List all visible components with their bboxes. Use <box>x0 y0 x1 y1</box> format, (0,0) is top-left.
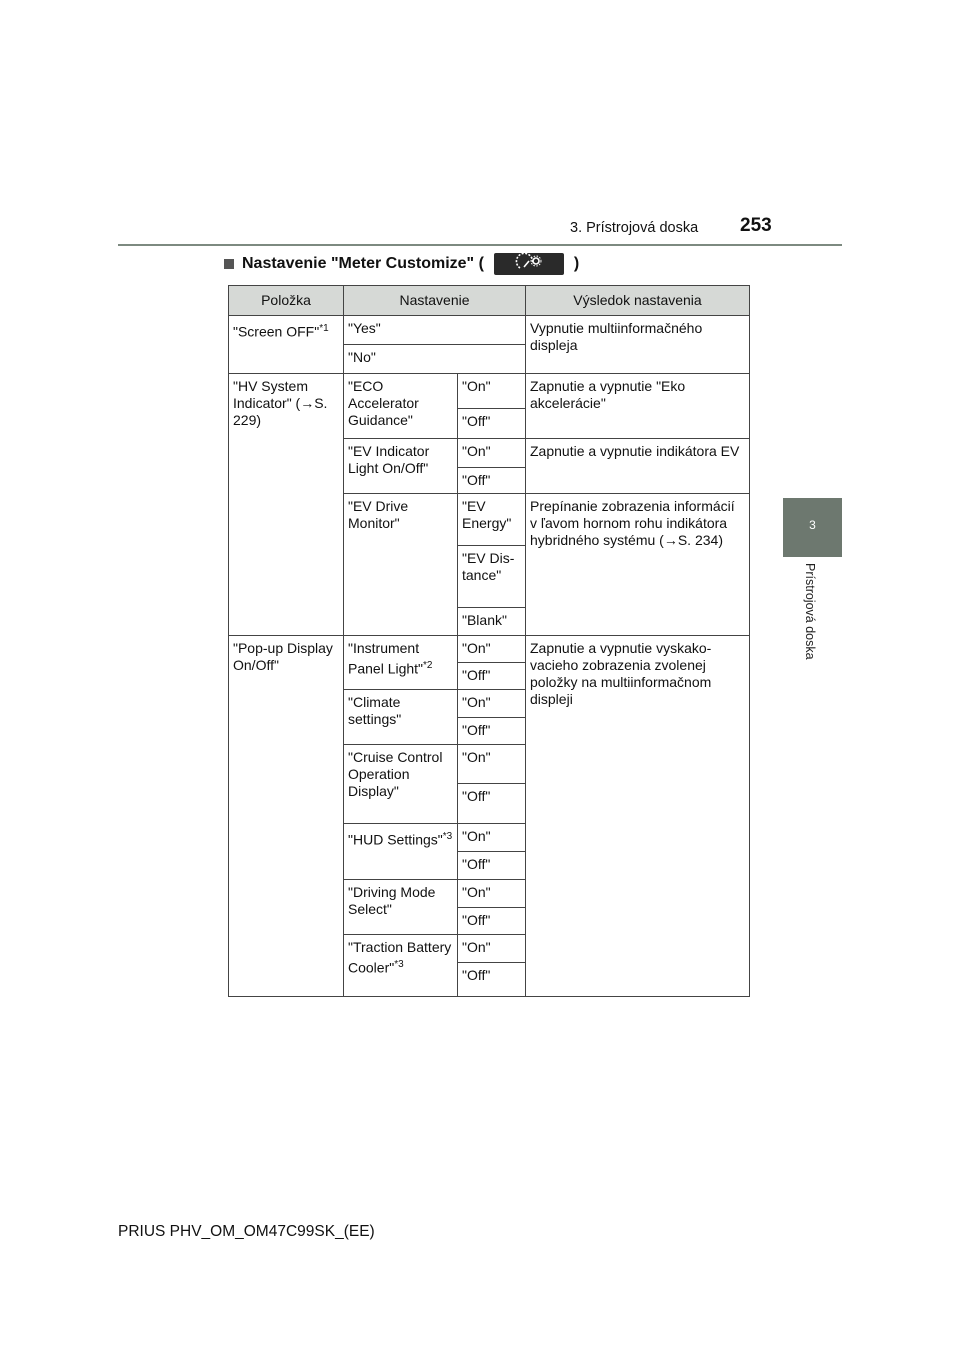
option-on: "On" <box>458 439 526 468</box>
result-eco: Zapnutie a vypnutie "Eko akcelerácie" <box>526 374 750 439</box>
item-hv-system-indicator: "HV System Indicator" (→S. 229) <box>229 374 344 636</box>
item-screen-off: "Screen OFF"$^{*1}$ <box>229 316 344 374</box>
header-item: Položka <box>229 286 344 316</box>
result-ev-drive: Prepínanie zobrazenia informácií v ľavom hornom rohu indikátora hybridného systému (→S. 234) <box>526 494 750 636</box>
section-heading <box>224 253 579 275</box>
table-row <box>229 636 750 663</box>
option-off: "Off" <box>458 963 526 997</box>
option-off: "Off" <box>458 468 526 494</box>
setting-instrument-panel-light: "Instrument Panel Light"$^{*2}$ <box>344 636 458 690</box>
document-footer: PRIUS PHV_OM_OM47C99SK_(EE) <box>118 1223 375 1240</box>
section-heading-suffix: ) <box>573 255 580 272</box>
option-on: "On" <box>458 935 526 963</box>
footnote-marker: *3 <box>394 959 404 970</box>
setting-ev-indicator-light: "EV Indicator Light On/Off" <box>344 439 458 494</box>
setting-ev-drive-monitor: "EV Drive Monitor" <box>344 494 458 636</box>
option-yes: "Yes" <box>344 316 526 345</box>
header-setting: Nastavenie <box>344 286 526 316</box>
setting-climate-settings: "Climate settings" <box>344 690 458 745</box>
footnote-marker: *1 <box>319 323 329 334</box>
chapter-number: 3 <box>809 518 816 532</box>
option-off: "Off" <box>458 784 526 824</box>
footnote-marker: *3 <box>442 831 453 842</box>
setting-eco-guidance: "ECO Accelerator Guidance" <box>344 374 458 439</box>
item-popup-display: "Pop-up Display On/Off" <box>229 636 344 997</box>
header-result: Výsledok nastavenia <box>526 286 750 316</box>
meter-settings-icon <box>494 253 564 275</box>
option-on: "On" <box>458 636 526 663</box>
meter-customize-table <box>228 285 750 997</box>
option-off: "Off" <box>458 718 526 745</box>
option-no: "No" <box>344 345 526 374</box>
result-ev-light: Zapnutie a vypnutie indikátora EV <box>526 439 750 494</box>
square-bullet-icon <box>224 259 234 269</box>
header-section-title: 3. Prístrojová doska <box>570 220 699 236</box>
header-rule <box>118 244 842 246</box>
footnote-marker: *2 <box>423 660 433 671</box>
setting-cruise-control-display: "Cruise Control Operation Display" <box>344 745 458 824</box>
option-on: "On" <box>458 824 526 852</box>
option-off: "Off" <box>458 908 526 935</box>
result-screen-off: Vypnutie multiinformačného displeja <box>526 316 750 374</box>
result-popup: Zapnutie a vypnutie vyskako- vacieho zobrazenia zvolenej položky na multiinformačnom displeji <box>526 636 750 997</box>
option-on: "On" <box>458 374 526 409</box>
table-header-row <box>229 286 750 316</box>
chapter-label: Prístrojová doska <box>803 563 817 660</box>
option-on: "On" <box>458 690 526 718</box>
option-ev-energy: "EV Energy" <box>458 494 526 546</box>
option-off: "Off" <box>458 852 526 880</box>
page-number: 253 <box>740 215 772 236</box>
option-ev-distance: "EV Dis- tance" <box>458 546 526 608</box>
setting-hud-settings: "HUD Settings"$^{*3}$ <box>344 824 458 880</box>
option-off: "Off" <box>458 663 526 690</box>
setting-driving-mode-select: "Driving Mode Select" <box>344 880 458 935</box>
section-heading-prefix: Nastavenie "Meter Customize" ( <box>242 255 484 272</box>
setting-traction-battery-cooler: "Traction Battery Cooler"$^{*3}$ <box>344 935 458 997</box>
option-on: "On" <box>458 745 526 784</box>
option-blank: "Blank" <box>458 608 526 636</box>
option-on: "On" <box>458 880 526 908</box>
table-row <box>229 316 750 345</box>
table-row <box>229 374 750 409</box>
option-off: "Off" <box>458 409 526 439</box>
